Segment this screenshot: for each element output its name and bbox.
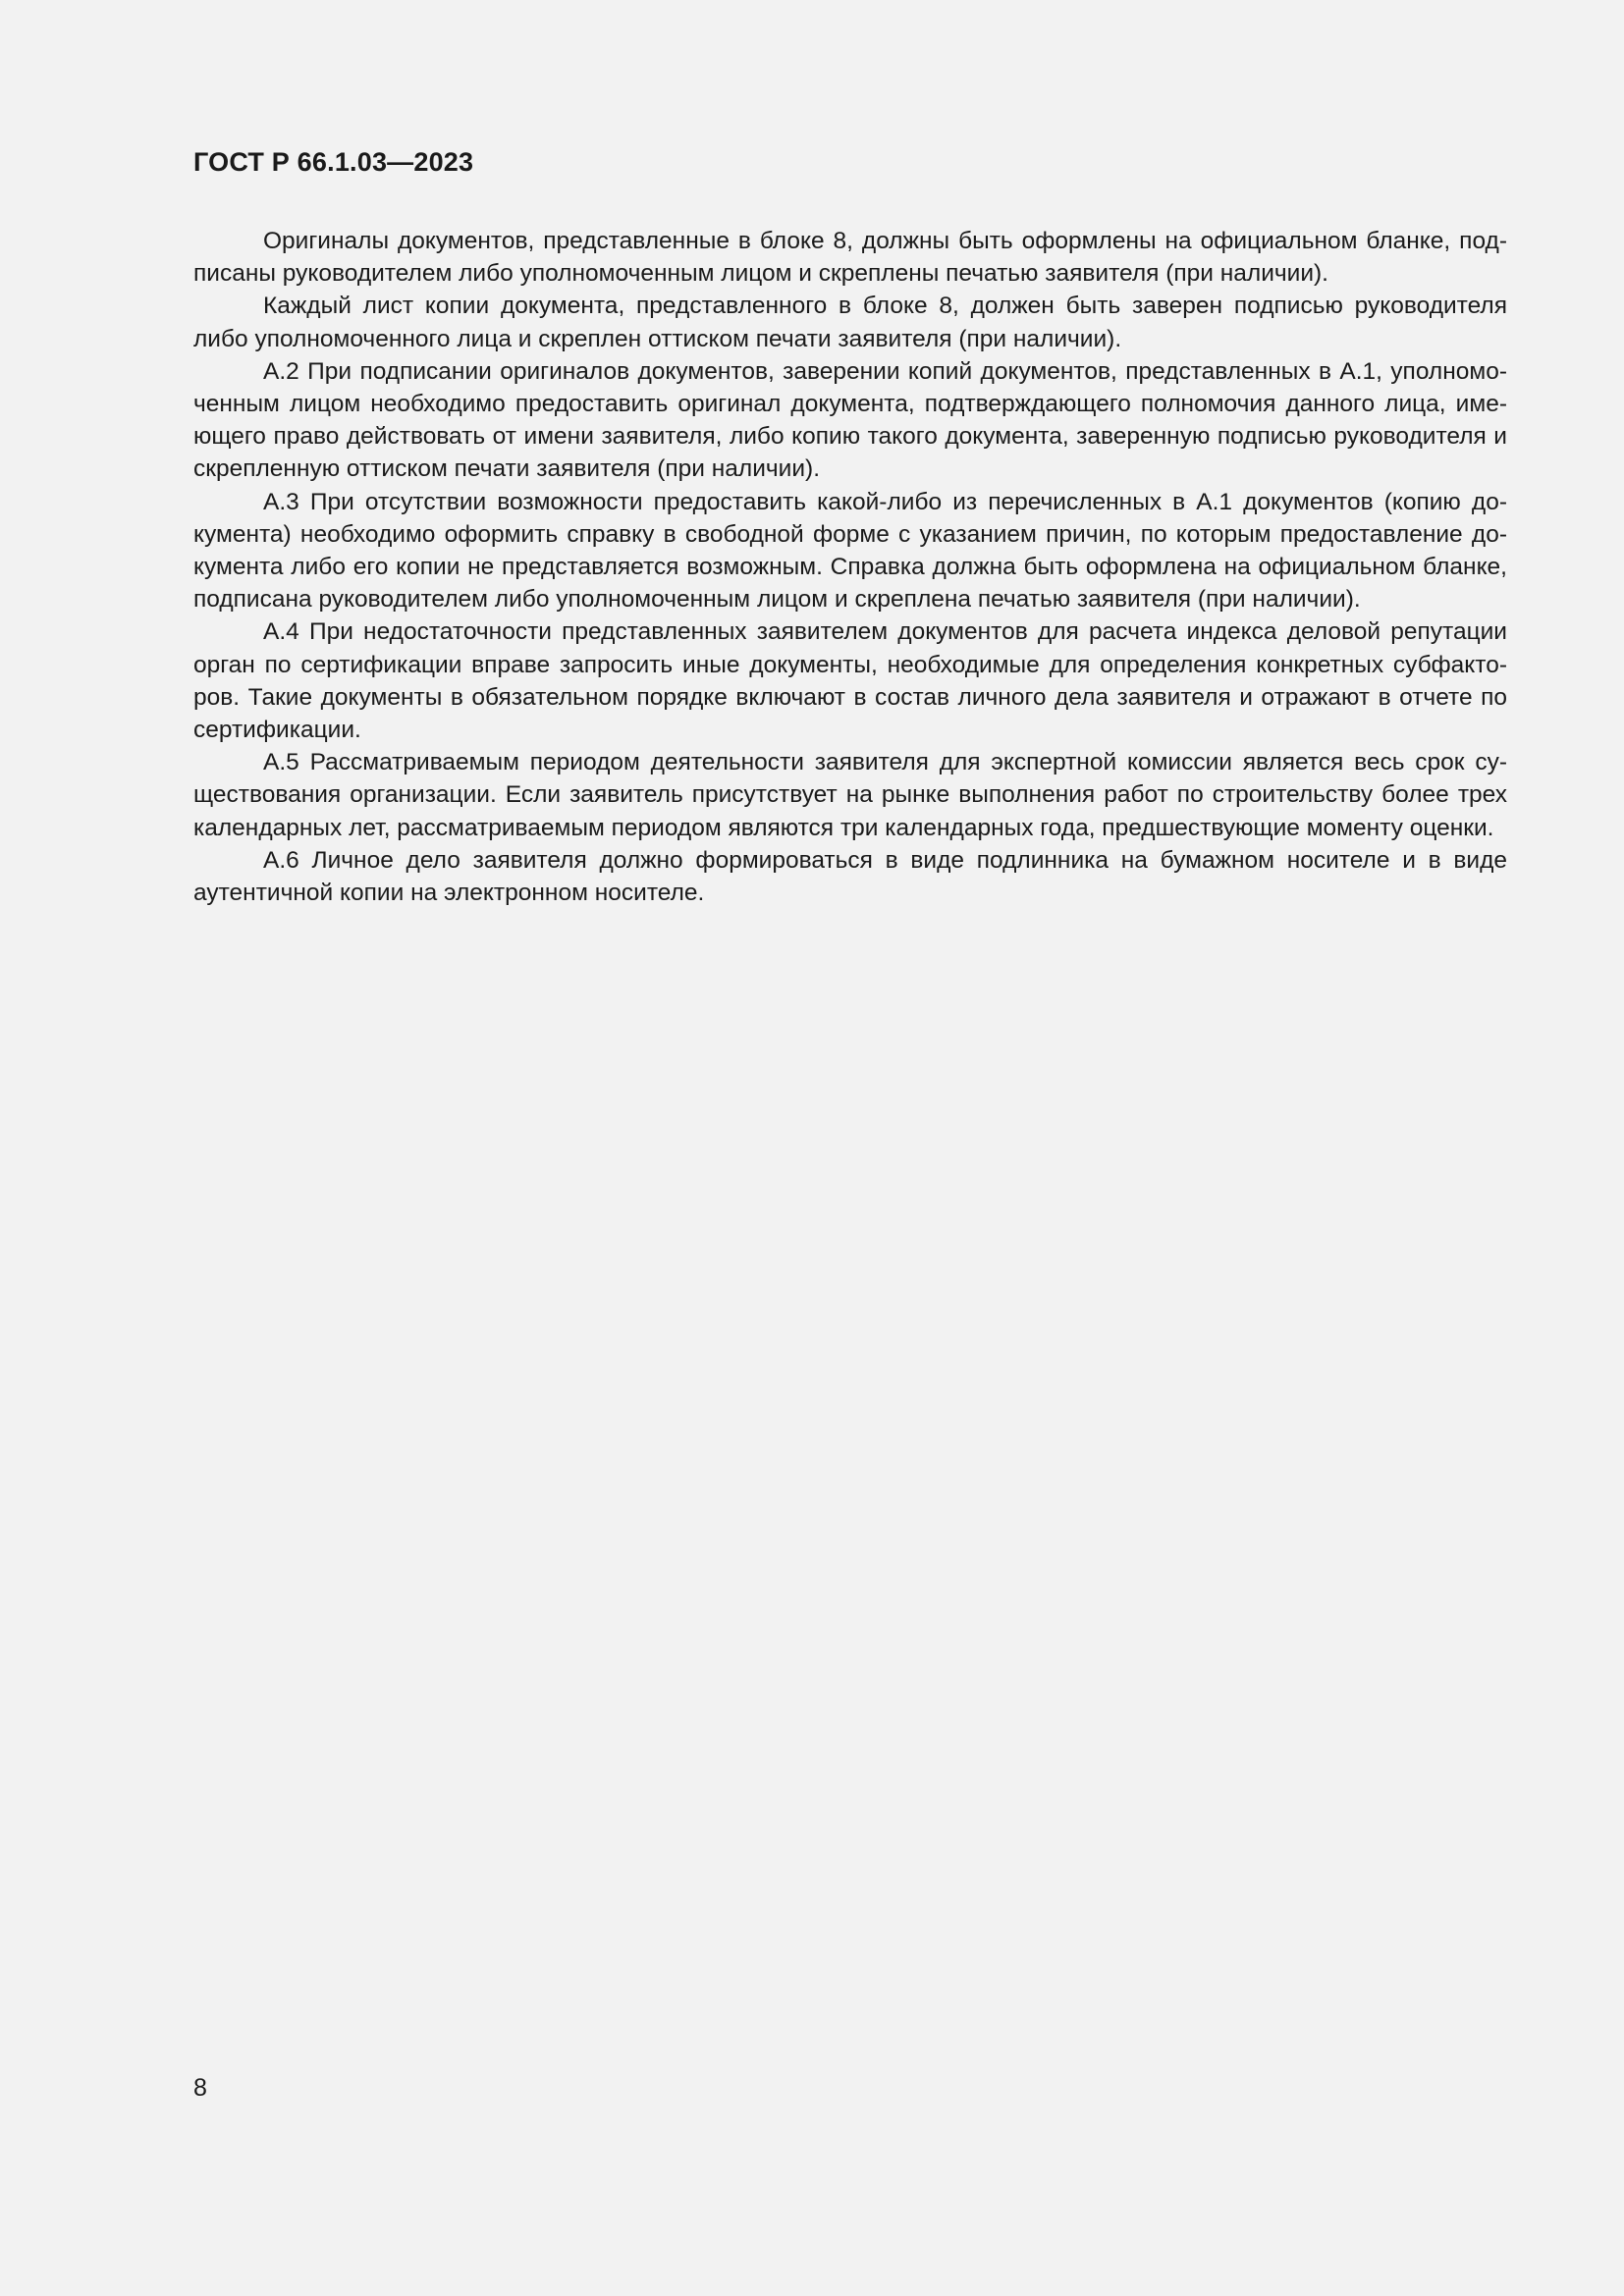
paragraph-originals: Оригиналы документов, представленные в блоке 8, должны быть оформлены на официальном бланке, подписаны руководителем либо уполномоченным лицом и скреплены печатью заявителя (при наличии). [193,228,1507,288]
paragraph-a6: А.6 Личное дело заявителя должно формироваться в виде подлинника на бумажном носителе и в виде аутентичной копии на электронном носителе. [193,846,1507,907]
paragraph-a5: А.5 Рассматриваемым периодом деятельности заявителя для экспертной комиссии является весь срок существования организации. Если заявитель присутствует на рынке выполнения работ по строительству более трех календарных лет, рассматриваемым периодом являются три календарных года, предшествующие моменту оценки. [193,749,1507,841]
document-body [193,225,1507,909]
document-header-code: ГОСТ Р 66.1.03—2023 [193,147,474,177]
paragraph-a3: А.3 При отсутствии возможности предоставить какой-либо из перечисленных в А.1 документов (копию документа) необходимо оформить справку в свободной форме с указанием причин, по которым предоставление документа либо его копии не представляется возможным. Справка должна быть оформлена на официальном бланке, подписана руководителем либо уполномоченным лицом и скреплена печатью заявителя (при наличии). [193,488,1507,614]
paragraph-a2: А.2 При подписании оригиналов документов, заверении копий документов, представленных в А.1, уполномоченным лицом необходимо предоставить оригинал документа, подтверждающего полномочия данного лица, имеющего право действовать от имени заявителя, либо копию такого документа, заверенную подписью руководителя и скрепленную оттиском печати заявителя (при наличии). [193,357,1507,483]
paragraph-a4: А.4 При недостаточности представленных заявителем документов для расчета индекса деловой репутации орган по сертификации вправе запросить иные документы, необходимые для определения конкретных субфакторов. Такие документы в обязательном порядке включают в состав личного дела заявителя и отражают в отчете по сертификации. [193,618,1507,744]
page-number: 8 [193,2074,207,2102]
paragraph-copies: Каждый лист копии документа, представленного в блоке 8, должен быть заверен подписью руководителя либо уполномоченного лица и скреплен оттиском печати заявителя (при наличии). [193,293,1507,352]
